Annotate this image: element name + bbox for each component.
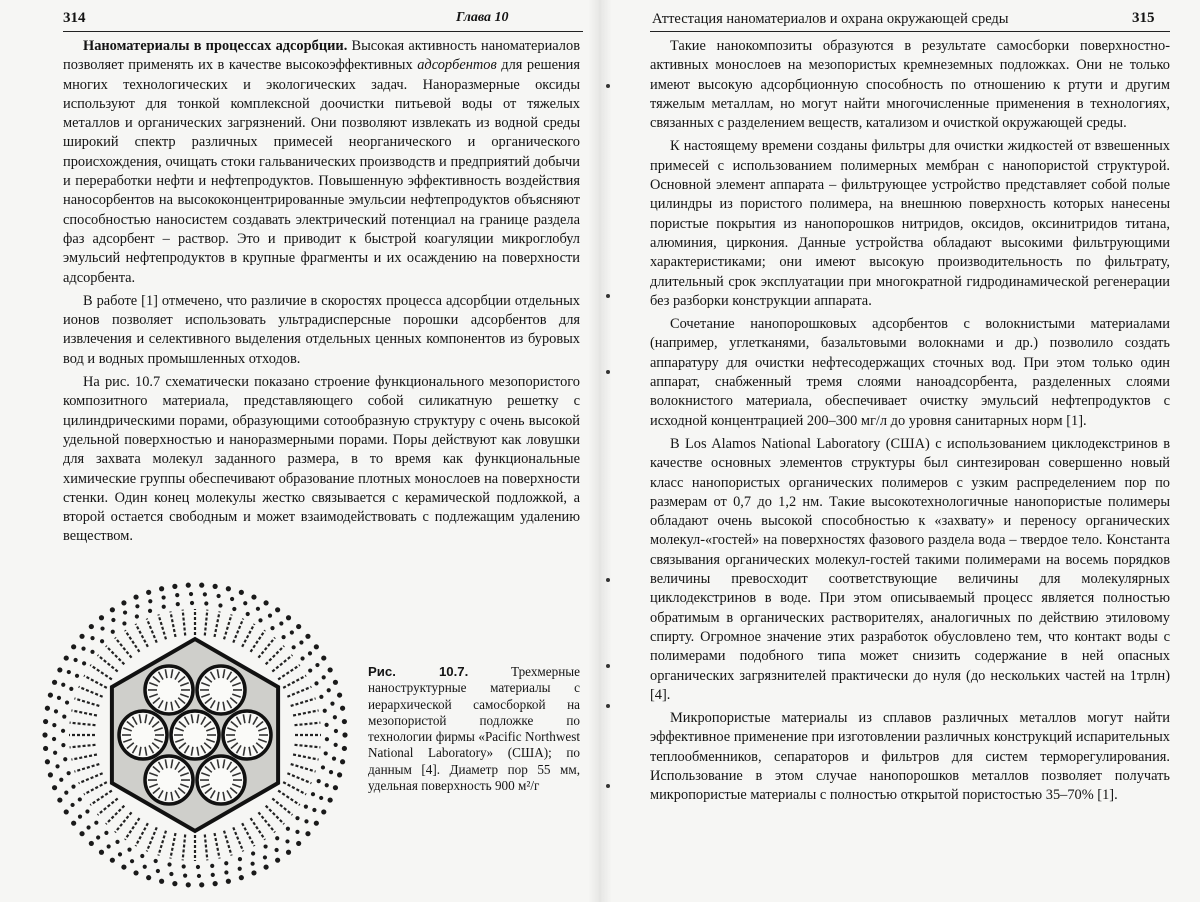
molecule-dot [239,875,244,880]
molecule-dot [96,835,100,839]
molecule-dot [162,605,166,609]
molecule-dot [100,639,104,643]
molecule-dot [59,778,63,782]
molecule-dot [321,809,326,814]
molecule-dot [71,644,76,649]
molecule-dot [340,706,345,711]
italic-term: адсорбентов [417,57,497,74]
molecule-dot [104,831,108,835]
molecule-dot [314,644,319,649]
molecule-dot [135,614,139,618]
molecule-dot [64,791,68,795]
left-header-rule [63,31,583,32]
paragraph: Сочетание нанопорошковых адсорбентов с волокнистыми материалами (например, углетканями, базальтовыми волокнами и др.) позволило создать аппаратуру для очистки нефтесодержащих сточных вод. При этом только один аппарат, снабженный тремя слоями наноадсорбента, разделенных слоями волокнистого материала, обеспечивает очистку эмульсий нефтепродуктов с исходной концентрацией 200–300 мг/л до уровня санитарных норм [1]. [650,316,1170,429]
molecule-dot [329,770,333,774]
molecule-dot [305,634,310,639]
molecule-dot [61,743,65,747]
molecule-chain [71,755,97,760]
molecule-dot [156,869,160,873]
molecule-dot [48,692,53,697]
molecule-dot [251,851,255,855]
molecule-dot [296,624,301,629]
paragraph: В работе [1] отмечено, что различие в скоростях процесса адсорбции отдельных ионов позволяет использовать ультрадисперсные порошки адсорбентов для извлечения и селективного выделения отдельных ценных компонентов из буровых вод и водных промышленных отходов. [63,292,580,367]
molecule-dot [79,634,84,639]
molecule-dot [337,692,342,697]
molecule-dot [53,751,57,755]
molecule-dot [226,879,231,884]
molecule-chain [106,806,124,824]
molecule-dot [86,825,90,829]
molecule-dot [337,772,342,777]
molecule-dot [314,821,319,826]
molecule-chain [205,610,208,636]
figure-caption-text: Трехмерные наноструктурные материалы с иерархической самосборкой на мезопористой подложке по технологии фирмы «Pacific Northwest National Laboratory» (США); по данным [4]. Диаметр пор 55 мм, удельная поверхность 900 м²/г [368,664,580,794]
molecule-dot [263,600,268,605]
molecule-dot [300,656,304,660]
molecule-chain [70,723,96,726]
molecule-dot [67,670,71,674]
molecule-dot [135,604,139,608]
molecule-chain [84,782,107,794]
figure-caption [368,664,580,794]
molecule-dot [55,764,59,768]
molecule-dot [71,785,75,789]
molecule-chain [291,764,316,772]
molecule-dot [61,683,65,687]
molecule-chain [106,646,124,664]
molecule-dot [251,862,255,866]
molecule-dot [175,593,179,597]
molecule-dot [213,881,218,886]
molecule-dot [45,706,50,711]
molecule-chain [215,833,220,859]
molecule-dot [275,836,279,840]
paragraph-text: Высокая активность наноматериалов позволяет применять их в качестве высокоэффективных [63,38,580,74]
molecule-dot [317,779,321,783]
molecule-dot [107,844,111,848]
molecule-dot [89,841,94,846]
molecule-dot [268,614,272,618]
molecule-dot [296,841,301,846]
molecule-dot [121,600,126,605]
molecule-dot [146,590,151,595]
molecule-dot [133,870,138,875]
molecule-chain [295,745,321,748]
molecule-dot [110,858,115,863]
molecule-dot [325,723,329,727]
molecule-dot [286,850,291,855]
molecule-chain [115,812,131,832]
molecule-dot [324,751,328,755]
molecule-chain [125,630,139,652]
molecule-chain [224,614,232,639]
molecule-chain [266,806,284,824]
molecule-dot [172,881,177,886]
molecule-dot [121,864,126,869]
molecule-dot [90,650,94,654]
molecule-dot [148,609,152,613]
paragraph-text: для решения многих технологических и экологических задач. Наноразмерные оксиды используют для тонкой комплексной доочистки питьевой воды от тяжелых металлов и органических загрязнений. Они позволяют извлекать из водной среды широкий спектр различных примесей неорганического и органического происхождения, очищать стоки гальванических производств и предприятий добычи и переработки нефти и нефтепродуктов. Повышенную эффективность воздействия наносорбентов на высококонцентрированные эмульсии нефтепродуктов объясняют способностью наносистем создавать электрический потенциал на границе раздела фаз адсорбент – раствор. Это и приводит к быстрой коагуляции микроглобул эмульсий нефтепродуктов в крупные фрагменты и их осаждению на поверхности адсорбента. [63,57,581,286]
molecule-dot [319,695,323,699]
molecule-dot [110,607,115,612]
molecule-chain [70,745,96,748]
molecule-dot [330,702,334,706]
molecule-dot [332,757,336,761]
molecule-dot [182,864,186,868]
molecule-dot [263,844,267,848]
molecule-dot [322,675,326,679]
molecule-dot [63,757,67,761]
molecule-dot [183,874,187,878]
molecule-dot [321,655,326,660]
molecule-dot [295,816,299,820]
molecule-dot [270,626,274,630]
molecule-dot [186,583,191,588]
molecule-chain [283,782,306,794]
molecule-dot [333,680,338,685]
molecule-dot [64,809,69,814]
molecule-chain [272,655,292,671]
molecule-dot [321,765,325,769]
molecule-chain [170,833,175,859]
molecule-chain [258,812,274,832]
molecule-dot [89,624,94,629]
molecule-chain [205,835,208,861]
molecule-dot [238,857,242,861]
molecule-chain [170,611,175,637]
section-lead: Наноматериалы в процессах адсорбции. [83,38,348,54]
molecule-chain [278,791,300,805]
molecule-dot [57,797,62,802]
molecule-dot [111,618,115,622]
molecule-chain [251,818,265,840]
molecule-dot [323,709,327,713]
molecule-dot [292,645,296,649]
molecule-dot [217,594,221,598]
molecule-chain [215,611,220,637]
molecule-dot [295,830,299,834]
molecule-dot [325,737,329,741]
molecule-dot [52,680,57,685]
molecule-dot [43,719,48,724]
right-page-number: 315 [1132,10,1155,26]
molecule-dot [196,865,200,869]
molecule-chain [242,624,254,647]
molecule-dot [74,658,78,662]
molecule-dot [159,586,164,591]
molecule-dot [79,831,84,836]
right-page [600,0,1200,902]
molecule-dot [203,592,207,596]
molecule-dot [85,809,89,813]
molecule-dot [334,729,338,733]
right-header-rule [650,31,1170,32]
molecule-chain [98,798,118,814]
figure-label: Рис. 10.7. [368,664,469,679]
molecule-chain [287,773,311,783]
molecule-dot [71,821,76,826]
left-page-number: 314 [63,10,86,26]
molecule-dot [275,607,280,612]
molecule-dot [251,870,256,875]
molecule-dot [286,615,291,620]
molecule-chain [183,610,186,636]
molecule-dot [176,602,180,606]
molecule-dot [118,852,122,856]
molecule-dot [67,771,71,775]
molecule-chain [258,638,274,658]
molecule-dot [122,621,126,625]
molecule-dot [61,729,65,733]
molecule-chain [136,624,148,647]
molecule-dot [204,601,208,605]
molecule-dot [162,595,166,599]
molecule-dot [305,831,310,836]
molecule-chain [224,831,232,856]
molecule-chain [79,773,103,783]
paragraph: К настоящему времени созданы фильтры для очистки жидкостей от взвешенных примесей с использованием полимерных мембран с нанопористой структурой. Основной элемент аппарата – фильтрующее устройство представляет собой полые цилиндры из пористого полимера, на внешнюю поверхность которых нанесены пористые покрытия из нанопорошков нитридов, оксидов, оксинитридов титана, алюминия, циркония. Данные устройства обладают высокими фильтрующими характеристиками; они имеют высокую производительность по фильтрату, длительный срок эксплуатации при многократной гидродинамической регенерации без разборки конструкции аппарата. [650,138,1170,309]
molecule-dot [275,858,280,863]
molecule-dot [81,647,85,651]
molecule-dot [304,805,308,809]
molecule-dot [290,630,294,634]
molecule-dot [333,715,337,719]
molecule-dot [43,746,48,751]
molecule-dot [169,872,173,876]
molecule-chain [287,687,311,697]
molecule-dot [186,882,191,887]
molecule-dot [148,599,152,603]
molecule-dot [100,626,104,630]
molecule-dot [312,808,316,812]
molecule-chain [74,764,99,772]
molecule-dot [224,861,228,865]
molecule-chain [98,655,118,671]
molecule-dot [65,700,69,704]
molecule-dot [78,797,82,801]
molecule-dot [64,655,69,660]
molecule-chain [291,698,316,706]
molecule-dot [308,651,312,655]
molecule-chain [266,646,284,664]
molecule-dot [340,759,345,764]
molecule-dot [342,732,347,737]
molecule-dot [263,864,268,869]
molecule-dot [52,785,57,790]
paragraph-adsorption [63,37,580,288]
molecule-dot [146,875,151,880]
molecule-chain [158,614,166,639]
molecule-chain [74,698,99,706]
molecule-dot [211,873,215,877]
molecule-dot [172,584,177,589]
molecule-dot [286,827,290,831]
paragraph: Микропористые материалы из сплавов различных металлов могут найти эффективное применение при изготовлении различных конструкций испарительных теплообменников, сепараторов и фильтров для систем терморегулирования. Использование в этом случае нанопорошков металлов позволяет получать микропористые материалы с полностью открытой пористостью 35–70% [1]. [650,710,1170,804]
molecule-dot [52,737,56,741]
molecule-chain [147,619,157,643]
molecule-dot [319,796,323,800]
molecule-dot [82,661,86,665]
molecule-chain [293,755,319,760]
molecule-dot [281,635,285,639]
molecule-dot [333,785,338,790]
molecule-dot [230,597,234,601]
molecule-dot [232,607,236,611]
molecule-chain [84,676,107,688]
molecule-dot [224,870,228,874]
molecule-dot [99,615,104,620]
molecule-dot [143,865,147,869]
molecule-dot [45,759,50,764]
molecule-dot [90,636,94,640]
molecule-dot [328,667,333,672]
molecule-dot [75,674,79,678]
molecule-dot [218,603,222,607]
right-body-text [650,37,1170,806]
molecule-dot [48,772,53,777]
molecule-chain [293,710,319,715]
molecule-dot [159,879,164,884]
molecule-dot [99,850,104,855]
molecule-dot [256,607,260,611]
molecule-dot [279,621,283,625]
molecule-dot [263,855,267,859]
molecule-dot [246,612,250,616]
molecule-dot [239,590,244,595]
molecule-chain [295,723,321,726]
chapter-title: Глава 10 [456,10,509,25]
molecule-chain [147,827,157,851]
molecule-dot [130,859,134,863]
molecule-dot [258,618,262,622]
molecule-chain [283,676,306,688]
molecule-dot [342,719,347,724]
molecule-chain [136,823,148,846]
molecule-dot [111,630,115,634]
molecule-dot [133,594,138,599]
molecule-dot [62,714,66,718]
molecule-dot [213,584,218,589]
molecule-dot [199,583,204,588]
molecule-dot [127,848,131,852]
molecule-chain [115,638,131,658]
molecule-chain [242,823,254,846]
molecule-dot [238,867,242,871]
molecule-dot [243,601,247,605]
molecule-dot [70,803,74,807]
molecule-dot [334,743,338,747]
molecule-chain [278,665,300,679]
running-title: Аттестация наноматериалов и охрана окружающей среды [652,11,1009,27]
molecule-dot [57,696,61,700]
molecule-dot [275,848,279,852]
molecule-chain [158,831,166,856]
molecule-chain [183,835,186,861]
molecule-dot [210,864,214,868]
molecule-dot [325,783,329,787]
molecule-dot [226,586,231,591]
molecule-dot [140,854,144,858]
molecule-dot [285,839,289,843]
molecule-chain [233,827,243,851]
molecule-dot [69,687,73,691]
molecule-dot [115,840,119,844]
molecule-dot [154,859,158,863]
molecule-dot [342,746,347,751]
molecule-dot [190,601,194,605]
molecule-dot [94,821,98,825]
molecule-dot [57,667,62,672]
molecule-dot [304,819,308,823]
molecule-chain [251,630,265,652]
molecule-dot [327,688,331,692]
molecule-dot [314,681,318,685]
molecule-chain [90,665,112,679]
molecule-dot [315,663,319,667]
molecule-dot [123,610,127,614]
molecule-chain [233,619,243,643]
left-body-text [63,37,580,547]
molecule-dot [54,709,58,713]
molecule-chain [272,798,292,814]
molecule-dot [311,792,315,796]
molecule-dot [251,594,256,599]
molecule-dot [189,592,193,596]
molecule-chain [79,687,103,697]
molecule-chain [125,818,139,840]
molecule-chain [71,710,97,715]
paragraph: В Los Alamos National Laboratory (США) с использованием циклодекстринов в качестве основных элементов структуры был синтезирован совершенно новый класс нанопористых органических полимеров с узким распределением пор по размерам от 0,7 до 1,2 нм. Такие высокотехнологичные нанопористые полимеры обладают очень высокой способностью к «захвату» и переносу органических молекул-«гостей» на поверхностях фазового раздела вода – твердое тело. Константа связывания органических молекул-гостей такими полимерами на восемь порядков величины превосходит соответствующие величины для молекулярных циклодекстринов в воде. При этом описываемый процесс является полностью обратимым в органических растворителях, аналогичных по действию этиловому спирту. Огромное значение этих разработок обусловлено тем, что контакт воды с полимерами подобного типа может снизить содержание в ней опасных органических загрязнителей практически до нуля (до нескольких частей на 1трлн) [4]. [650,435,1170,703]
molecule-dot [199,882,204,887]
molecule-dot [197,874,201,878]
molecule-dot [328,797,333,802]
molecule-dot [167,862,171,866]
paragraph: На рис. 10.7 схематически показано строение функционального мезопористого композитного материала, представляющего собой силикатную решетку с цилиндрическими порами, образующими сотообразную структуру с очень высокой удельной поверхностью и наноразмерными порами. Поры действуют как ловушки для захвата молекул заданного размера, в то время как функциональные химические группы обеспечивают образование плотных монослоев на поверхности стенки. Один конец молекулы жестко связывается с керамической подложкой, а второй остается свободным и может взаимодействовать с подлежащим удалению веществом. [63,374,580,545]
molecule-chain [90,791,112,805]
molecule-dot [52,723,56,727]
molecule-dot [299,640,303,644]
paragraph: Такие нанокомпозиты образуются в результате самосборки поверхностно-активных монослоев на мезопористых кремнеземных подложках. Они не только имеют высокую адсорбционную способность по отношению к ртути и другим тяжелым металлам, но могут найти многочисленные применения в технологиях, связанных с разделением веществ, катализом и очисткой окружающей среды. [650,38,1170,132]
molecule-dot [78,815,82,819]
figure-10-7-illustration [35,575,355,895]
molecule-dot [308,668,312,672]
molecule-dot [42,732,47,737]
